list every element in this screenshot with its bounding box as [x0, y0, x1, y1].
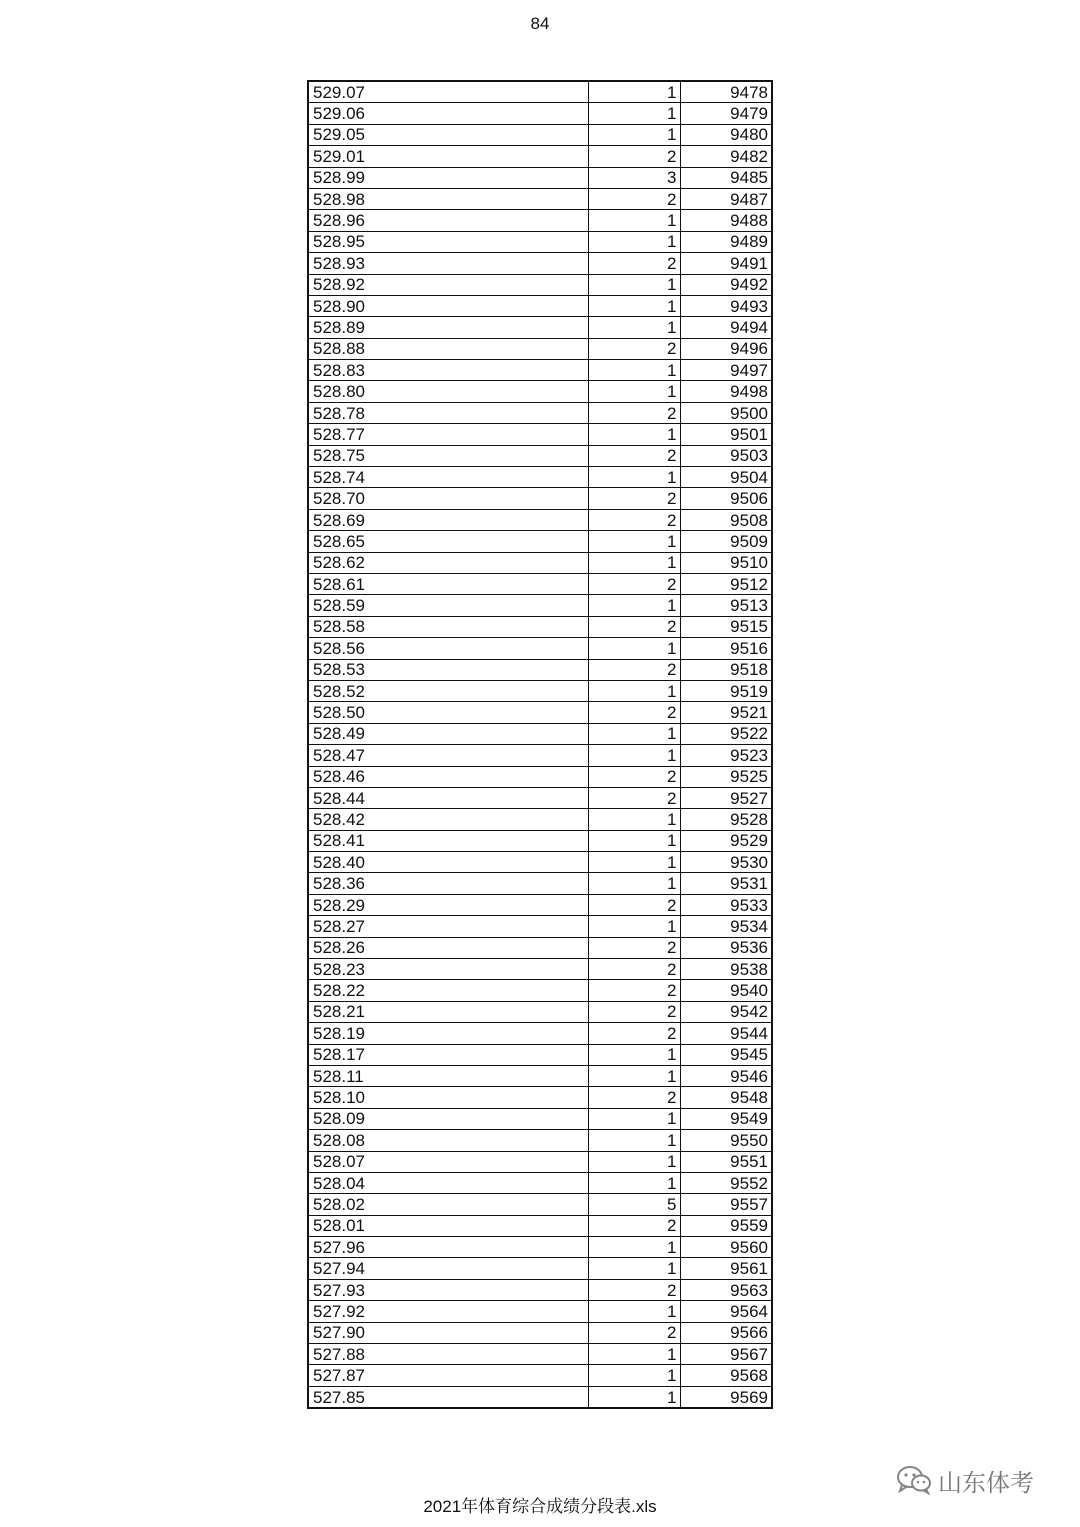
- table-row: [308, 167, 772, 188]
- watermark: [896, 1462, 1034, 1498]
- cumulative-cell: 9496: [680, 338, 772, 359]
- score-cell: 528.58: [308, 616, 588, 637]
- cumulative-cell: 9494: [680, 317, 772, 338]
- cumulative-cell: 9567: [680, 1344, 772, 1365]
- cumulative-cell: 9551: [680, 1151, 772, 1172]
- score-cell: 528.98: [308, 188, 588, 209]
- cumulative-cell: 9518: [680, 659, 772, 680]
- score-cell: 528.23: [308, 959, 588, 980]
- table-row: [308, 124, 772, 145]
- table-row: [308, 959, 772, 980]
- score-cell: 528.52: [308, 680, 588, 701]
- table-row: [308, 1194, 772, 1215]
- table-row: [308, 616, 772, 637]
- score-cell: 528.49: [308, 723, 588, 744]
- cumulative-cell: 9545: [680, 1044, 772, 1065]
- score-cell: 528.62: [308, 552, 588, 573]
- count-cell: 1: [588, 916, 680, 937]
- table-row: [308, 894, 772, 915]
- cumulative-cell: 9489: [680, 231, 772, 252]
- table-row: [308, 1279, 772, 1300]
- table-row: [308, 659, 772, 680]
- cumulative-cell: 9515: [680, 616, 772, 637]
- cumulative-cell: 9531: [680, 873, 772, 894]
- score-cell: 528.09: [308, 1108, 588, 1129]
- score-cell: 528.19: [308, 1023, 588, 1044]
- cumulative-cell: 9522: [680, 723, 772, 744]
- cumulative-cell: 9510: [680, 552, 772, 573]
- cumulative-cell: 9478: [680, 81, 772, 103]
- cumulative-cell: 9527: [680, 787, 772, 808]
- score-cell: 528.61: [308, 573, 588, 594]
- table-row: [308, 1087, 772, 1108]
- table-row: [308, 338, 772, 359]
- table-row: [308, 1044, 772, 1065]
- count-cell: 2: [588, 787, 680, 808]
- score-cell: 528.36: [308, 873, 588, 894]
- table-row: [308, 745, 772, 766]
- score-cell: 528.22: [308, 980, 588, 1001]
- cumulative-cell: 9569: [680, 1386, 772, 1408]
- cumulative-cell: 9525: [680, 766, 772, 787]
- cumulative-cell: 9493: [680, 295, 772, 316]
- count-cell: 1: [588, 424, 680, 445]
- cumulative-cell: 9550: [680, 1130, 772, 1151]
- table-row: [308, 1130, 772, 1151]
- score-cell: 528.21: [308, 1001, 588, 1022]
- count-cell: 1: [588, 381, 680, 402]
- cumulative-cell: 9479: [680, 103, 772, 124]
- cumulative-cell: 9528: [680, 809, 772, 830]
- count-cell: 1: [588, 360, 680, 381]
- count-cell: 2: [588, 402, 680, 423]
- count-cell: 1: [588, 873, 680, 894]
- table-row: [308, 573, 772, 594]
- cumulative-cell: 9513: [680, 595, 772, 616]
- cumulative-cell: 9560: [680, 1237, 772, 1258]
- count-cell: 2: [588, 1023, 680, 1044]
- count-cell: 2: [588, 980, 680, 1001]
- score-cell: 527.85: [308, 1386, 588, 1408]
- count-cell: 1: [588, 1151, 680, 1172]
- score-cell: 527.87: [308, 1365, 588, 1386]
- score-cell: 528.88: [308, 338, 588, 359]
- cumulative-cell: 9533: [680, 894, 772, 915]
- cumulative-cell: 9485: [680, 167, 772, 188]
- score-cell: 528.04: [308, 1172, 588, 1193]
- count-cell: 2: [588, 488, 680, 509]
- score-cell: 528.40: [308, 852, 588, 873]
- count-cell: 2: [588, 959, 680, 980]
- count-cell: 1: [588, 1301, 680, 1322]
- score-cell: 528.74: [308, 467, 588, 488]
- cumulative-cell: 9482: [680, 146, 772, 167]
- score-cell: 527.96: [308, 1237, 588, 1258]
- cumulative-cell: 9557: [680, 1194, 772, 1215]
- table-row: [308, 787, 772, 808]
- cumulative-cell: 9536: [680, 937, 772, 958]
- score-cell: 528.95: [308, 231, 588, 252]
- score-cell: 529.07: [308, 81, 588, 103]
- table-row: [308, 638, 772, 659]
- count-cell: 1: [588, 295, 680, 316]
- count-cell: 1: [588, 595, 680, 616]
- cumulative-cell: 9561: [680, 1258, 772, 1279]
- count-cell: 2: [588, 937, 680, 958]
- score-cell: 528.80: [308, 381, 588, 402]
- cumulative-cell: 9487: [680, 188, 772, 209]
- cumulative-cell: 9491: [680, 253, 772, 274]
- cumulative-cell: 9509: [680, 531, 772, 552]
- count-cell: 2: [588, 188, 680, 209]
- count-cell: 1: [588, 103, 680, 124]
- table-row: [308, 1215, 772, 1236]
- score-cell: 528.41: [308, 830, 588, 851]
- table-row: [308, 1365, 772, 1386]
- table-row: [308, 852, 772, 873]
- cumulative-cell: 9529: [680, 830, 772, 851]
- cumulative-cell: 9530: [680, 852, 772, 873]
- score-cell: 528.78: [308, 402, 588, 423]
- score-cell: 528.08: [308, 1130, 588, 1151]
- table-row: [308, 424, 772, 445]
- table-row: [308, 402, 772, 423]
- score-cell: 528.11: [308, 1065, 588, 1086]
- count-cell: 1: [588, 638, 680, 659]
- score-cell: 527.88: [308, 1344, 588, 1365]
- cumulative-cell: 9519: [680, 680, 772, 701]
- score-cell: 527.90: [308, 1322, 588, 1343]
- table-row: [308, 1344, 772, 1365]
- count-cell: 1: [588, 809, 680, 830]
- table-row: [308, 317, 772, 338]
- count-cell: 1: [588, 1130, 680, 1151]
- cumulative-cell: 9549: [680, 1108, 772, 1129]
- cumulative-cell: 9564: [680, 1301, 772, 1322]
- count-cell: 2: [588, 1215, 680, 1236]
- page-number: 84: [530, 14, 550, 33]
- cumulative-cell: 9504: [680, 467, 772, 488]
- score-cell: 528.65: [308, 531, 588, 552]
- table-row: [308, 1301, 772, 1322]
- cumulative-cell: 9544: [680, 1023, 772, 1044]
- count-cell: 2: [588, 894, 680, 915]
- cumulative-cell: 9492: [680, 274, 772, 295]
- count-cell: 3: [588, 167, 680, 188]
- count-cell: 1: [588, 1344, 680, 1365]
- count-cell: 1: [588, 1065, 680, 1086]
- score-cell: 528.10: [308, 1087, 588, 1108]
- table-row: [308, 1023, 772, 1044]
- footer-filename: 2021年体育综合成绩分段表.xls: [423, 1497, 657, 1516]
- score-distribution-table: [307, 80, 773, 1409]
- score-cell: 528.46: [308, 766, 588, 787]
- count-cell: 1: [588, 723, 680, 744]
- score-cell: 528.89: [308, 317, 588, 338]
- table-row: [308, 295, 772, 316]
- cumulative-cell: 9516: [680, 638, 772, 659]
- cumulative-cell: 9559: [680, 1215, 772, 1236]
- score-cell: 527.94: [308, 1258, 588, 1279]
- table-row: [308, 1386, 772, 1408]
- wechat-icon: [896, 1465, 932, 1495]
- table-row: [308, 916, 772, 937]
- score-cell: 528.44: [308, 787, 588, 808]
- count-cell: 2: [588, 702, 680, 723]
- count-cell: 1: [588, 531, 680, 552]
- cumulative-cell: 9566: [680, 1322, 772, 1343]
- table-row: [308, 980, 772, 1001]
- table-row: [308, 146, 772, 167]
- cumulative-cell: 9512: [680, 573, 772, 594]
- table-row: [308, 680, 772, 701]
- cumulative-cell: 9480: [680, 124, 772, 145]
- score-cell: 528.26: [308, 937, 588, 958]
- score-cell: 528.53: [308, 659, 588, 680]
- count-cell: 1: [588, 1108, 680, 1129]
- score-cell: 528.99: [308, 167, 588, 188]
- table-row: [308, 103, 772, 124]
- table-row: [308, 274, 772, 295]
- count-cell: 1: [588, 552, 680, 573]
- cumulative-cell: 9563: [680, 1279, 772, 1300]
- table-row: [308, 1172, 772, 1193]
- score-cell: 528.96: [308, 210, 588, 231]
- score-cell: 528.56: [308, 638, 588, 659]
- score-cell: 528.75: [308, 445, 588, 466]
- table-row: [308, 360, 772, 381]
- cumulative-cell: 9508: [680, 509, 772, 530]
- count-cell: 1: [588, 467, 680, 488]
- score-cell: 528.50: [308, 702, 588, 723]
- table-row: [308, 723, 772, 744]
- count-cell: 1: [588, 1258, 680, 1279]
- score-cell: 528.83: [308, 360, 588, 381]
- count-cell: 1: [588, 274, 680, 295]
- score-cell: 528.27: [308, 916, 588, 937]
- count-cell: 1: [588, 680, 680, 701]
- table-row: [308, 1151, 772, 1172]
- count-cell: 2: [588, 1001, 680, 1022]
- score-cell: 528.47: [308, 745, 588, 766]
- table-row: [308, 210, 772, 231]
- cumulative-cell: 9497: [680, 360, 772, 381]
- score-cell: 528.01: [308, 1215, 588, 1236]
- count-cell: 1: [588, 1386, 680, 1408]
- score-cell: 528.90: [308, 295, 588, 316]
- cumulative-cell: 9542: [680, 1001, 772, 1022]
- cumulative-cell: 9521: [680, 702, 772, 723]
- cumulative-cell: 9501: [680, 424, 772, 445]
- table-row: [308, 1108, 772, 1129]
- score-cell: 528.70: [308, 488, 588, 509]
- table-row: [308, 253, 772, 274]
- table-row: [308, 809, 772, 830]
- score-cell: 528.77: [308, 424, 588, 445]
- count-cell: 2: [588, 509, 680, 530]
- cumulative-cell: 9546: [680, 1065, 772, 1086]
- count-cell: 1: [588, 1172, 680, 1193]
- cumulative-cell: 9500: [680, 402, 772, 423]
- count-cell: 1: [588, 210, 680, 231]
- table-row: [308, 81, 772, 103]
- cumulative-cell: 9540: [680, 980, 772, 1001]
- table-row: [308, 595, 772, 616]
- score-cell: 528.92: [308, 274, 588, 295]
- table-row: [308, 1258, 772, 1279]
- watermark-text: 山东体考: [938, 1468, 1034, 1497]
- cumulative-cell: 9568: [680, 1365, 772, 1386]
- table-row: [308, 381, 772, 402]
- score-cell: 528.59: [308, 595, 588, 616]
- count-cell: 2: [588, 1087, 680, 1108]
- count-cell: 1: [588, 81, 680, 103]
- score-cell: 528.42: [308, 809, 588, 830]
- count-cell: 1: [588, 852, 680, 873]
- count-cell: 1: [588, 1044, 680, 1065]
- table-row: [308, 766, 772, 787]
- cumulative-cell: 9548: [680, 1087, 772, 1108]
- table-row: [308, 231, 772, 252]
- cumulative-cell: 9534: [680, 916, 772, 937]
- count-cell: 1: [588, 317, 680, 338]
- table-row: [308, 531, 772, 552]
- count-cell: 2: [588, 766, 680, 787]
- count-cell: 2: [588, 573, 680, 594]
- cumulative-cell: 9506: [680, 488, 772, 509]
- score-cell: 529.05: [308, 124, 588, 145]
- count-cell: 1: [588, 1365, 680, 1386]
- cumulative-cell: 9498: [680, 381, 772, 402]
- cumulative-cell: 9538: [680, 959, 772, 980]
- count-cell: 2: [588, 253, 680, 274]
- count-cell: 2: [588, 1322, 680, 1343]
- cumulative-cell: 9552: [680, 1172, 772, 1193]
- table-row: [308, 445, 772, 466]
- score-cell: 528.02: [308, 1194, 588, 1215]
- count-cell: 1: [588, 830, 680, 851]
- score-cell: 527.93: [308, 1279, 588, 1300]
- table-row: [308, 488, 772, 509]
- count-cell: 2: [588, 146, 680, 167]
- count-cell: 1: [588, 231, 680, 252]
- table-body: [308, 81, 772, 1408]
- score-cell: 528.69: [308, 509, 588, 530]
- cumulative-cell: 9523: [680, 745, 772, 766]
- count-cell: 1: [588, 1237, 680, 1258]
- score-cell: 528.29: [308, 894, 588, 915]
- count-cell: 2: [588, 445, 680, 466]
- table-row: [308, 937, 772, 958]
- score-cell: 528.17: [308, 1044, 588, 1065]
- table-row: [308, 1001, 772, 1022]
- table-row: [308, 552, 772, 573]
- table-row: [308, 188, 772, 209]
- table-row: [308, 830, 772, 851]
- count-cell: 1: [588, 124, 680, 145]
- score-cell: 527.92: [308, 1301, 588, 1322]
- score-cell: 529.01: [308, 146, 588, 167]
- table-row: [308, 702, 772, 723]
- cumulative-cell: 9488: [680, 210, 772, 231]
- count-cell: 5: [588, 1194, 680, 1215]
- cumulative-cell: 9503: [680, 445, 772, 466]
- table-row: [308, 1237, 772, 1258]
- count-cell: 2: [588, 338, 680, 359]
- count-cell: 2: [588, 659, 680, 680]
- score-cell: 529.06: [308, 103, 588, 124]
- table-row: [308, 1322, 772, 1343]
- table-row: [308, 873, 772, 894]
- score-cell: 528.93: [308, 253, 588, 274]
- table-row: [308, 1065, 772, 1086]
- table-row: [308, 467, 772, 488]
- table-row: [308, 509, 772, 530]
- score-cell: 528.07: [308, 1151, 588, 1172]
- count-cell: 1: [588, 745, 680, 766]
- count-cell: 2: [588, 616, 680, 637]
- count-cell: 2: [588, 1279, 680, 1300]
